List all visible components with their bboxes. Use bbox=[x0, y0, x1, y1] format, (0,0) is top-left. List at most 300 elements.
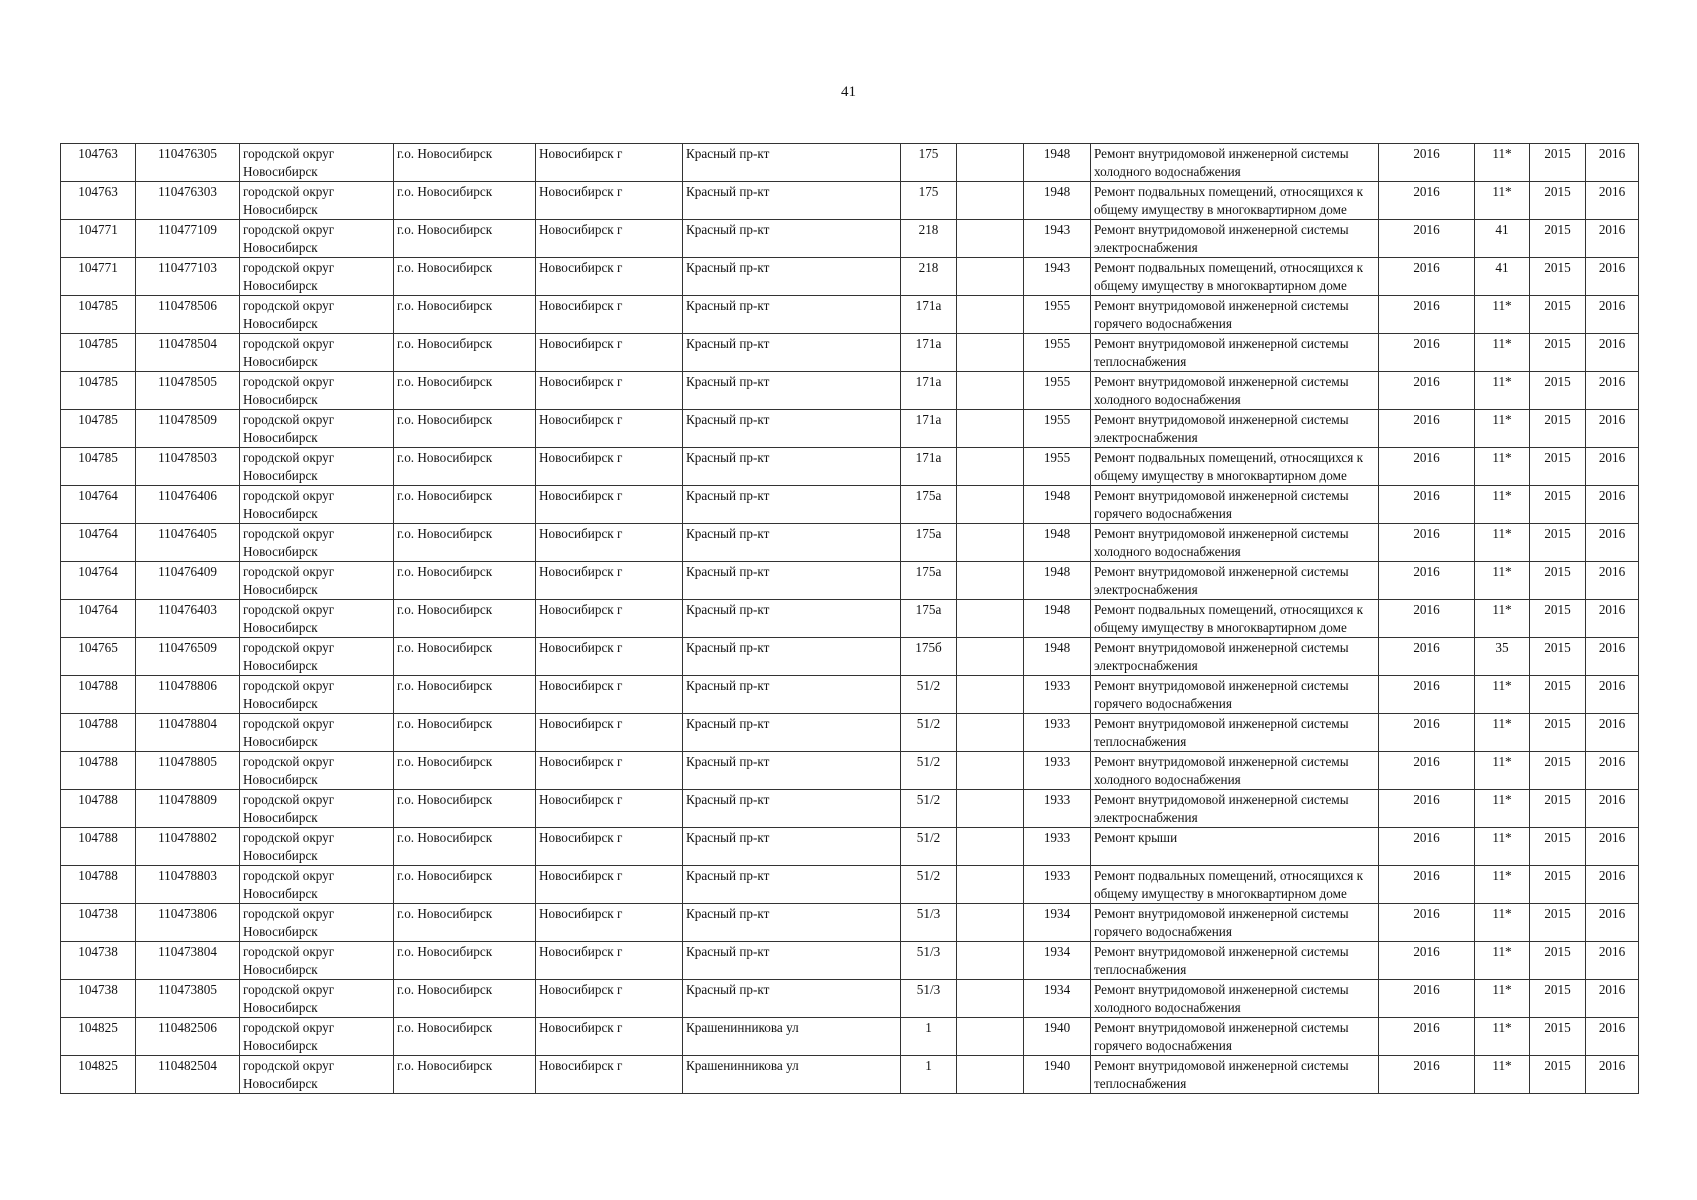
work-type-cell: Ремонт внутридомовой инженерной системы электроснабжения bbox=[1091, 562, 1379, 600]
house-id-cell: 104788 bbox=[61, 828, 136, 866]
municipal-district-cell: городской округ Новосибирск bbox=[240, 410, 394, 448]
settlement-cell: Новосибирск г bbox=[536, 828, 683, 866]
house-id-cell: 104788 bbox=[61, 714, 136, 752]
year-built-cell: 1934 bbox=[1024, 904, 1091, 942]
municipal-district-cell: городской округ Новосибирск bbox=[240, 296, 394, 334]
plan-year-cell: 2016 bbox=[1379, 448, 1475, 486]
municipal-district-cell: городской округ Новосибирск bbox=[240, 448, 394, 486]
end-year-cell: 2016 bbox=[1586, 600, 1639, 638]
municipality-cell: г.о. Новосибирск bbox=[394, 714, 536, 752]
street-cell: Красный пр-кт bbox=[683, 486, 901, 524]
house-id-cell: 104788 bbox=[61, 752, 136, 790]
year-built-cell: 1955 bbox=[1024, 372, 1091, 410]
year-built-cell: 1955 bbox=[1024, 448, 1091, 486]
plan-year-cell: 2016 bbox=[1379, 1056, 1475, 1094]
house-number-cell: 51/3 bbox=[901, 980, 957, 1018]
municipal-district-cell: городской округ Новосибирск bbox=[240, 182, 394, 220]
end-year-cell: 2016 bbox=[1586, 790, 1639, 828]
street-cell: Красный пр-кт bbox=[683, 410, 901, 448]
work-type-cell: Ремонт внутридомовой инженерной системы холодного водоснабжения bbox=[1091, 752, 1379, 790]
table-row bbox=[61, 1056, 1639, 1094]
start-year-cell: 2015 bbox=[1530, 904, 1586, 942]
start-year-cell: 2015 bbox=[1530, 676, 1586, 714]
work-id-cell: 110478504 bbox=[136, 334, 240, 372]
plan-year-cell: 2016 bbox=[1379, 220, 1475, 258]
work-id-cell: 110478503 bbox=[136, 448, 240, 486]
plan-year-cell: 2016 bbox=[1379, 828, 1475, 866]
table-row bbox=[61, 866, 1639, 904]
street-cell: Красный пр-кт bbox=[683, 296, 901, 334]
house-id-cell: 104785 bbox=[61, 296, 136, 334]
work-id-cell: 110476405 bbox=[136, 524, 240, 562]
year-built-cell: 1948 bbox=[1024, 524, 1091, 562]
house-id-cell: 104788 bbox=[61, 866, 136, 904]
house-id-cell: 104764 bbox=[61, 524, 136, 562]
municipality-cell: г.о. Новосибирск bbox=[394, 638, 536, 676]
settlement-cell: Новосибирск г bbox=[536, 600, 683, 638]
work-type-cell: Ремонт подвальных помещений, относящихся к общему имуществу в многоквартирном доме bbox=[1091, 258, 1379, 296]
table-row bbox=[61, 790, 1639, 828]
start-year-cell: 2015 bbox=[1530, 220, 1586, 258]
settlement-cell: Новосибирск г bbox=[536, 562, 683, 600]
house-id-cell: 104825 bbox=[61, 1018, 136, 1056]
municipal-district-cell: городской округ Новосибирск bbox=[240, 980, 394, 1018]
position-cell: 11* bbox=[1475, 410, 1530, 448]
year-built-cell: 1933 bbox=[1024, 676, 1091, 714]
building-cell bbox=[957, 562, 1024, 600]
municipality-cell: г.о. Новосибирск bbox=[394, 448, 536, 486]
municipality-cell: г.о. Новосибирск bbox=[394, 220, 536, 258]
municipality-cell: г.о. Новосибирск bbox=[394, 144, 536, 182]
end-year-cell: 2016 bbox=[1586, 1018, 1639, 1056]
position-cell: 11* bbox=[1475, 866, 1530, 904]
house-number-cell: 175а bbox=[901, 562, 957, 600]
work-type-cell: Ремонт внутридомовой инженерной системы холодного водоснабжения bbox=[1091, 524, 1379, 562]
street-cell: Красный пр-кт bbox=[683, 638, 901, 676]
table-row bbox=[61, 980, 1639, 1018]
municipal-district-cell: городской округ Новосибирск bbox=[240, 600, 394, 638]
position-cell: 41 bbox=[1475, 258, 1530, 296]
start-year-cell: 2015 bbox=[1530, 524, 1586, 562]
building-cell bbox=[957, 980, 1024, 1018]
start-year-cell: 2015 bbox=[1530, 410, 1586, 448]
page-number: 41 bbox=[841, 84, 856, 100]
municipal-district-cell: городской округ Новосибирск bbox=[240, 220, 394, 258]
start-year-cell: 2015 bbox=[1530, 562, 1586, 600]
plan-year-cell: 2016 bbox=[1379, 600, 1475, 638]
work-id-cell: 110478802 bbox=[136, 828, 240, 866]
start-year-cell: 2015 bbox=[1530, 182, 1586, 220]
work-id-cell: 110478806 bbox=[136, 676, 240, 714]
table-row bbox=[61, 828, 1639, 866]
plan-year-cell: 2016 bbox=[1379, 638, 1475, 676]
building-cell bbox=[957, 828, 1024, 866]
settlement-cell: Новосибирск г bbox=[536, 220, 683, 258]
end-year-cell: 2016 bbox=[1586, 904, 1639, 942]
municipality-cell: г.о. Новосибирск bbox=[394, 828, 536, 866]
settlement-cell: Новосибирск г bbox=[536, 714, 683, 752]
municipality-cell: г.о. Новосибирск bbox=[394, 372, 536, 410]
work-type-cell: Ремонт внутридомовой инженерной системы холодного водоснабжения bbox=[1091, 372, 1379, 410]
table-row bbox=[61, 410, 1639, 448]
street-cell: Красный пр-кт bbox=[683, 334, 901, 372]
house-number-cell: 1 bbox=[901, 1018, 957, 1056]
work-type-cell: Ремонт внутридомовой инженерной системы теплоснабжения bbox=[1091, 334, 1379, 372]
house-number-cell: 51/3 bbox=[901, 904, 957, 942]
house-number-cell: 218 bbox=[901, 220, 957, 258]
municipality-cell: г.о. Новосибирск bbox=[394, 942, 536, 980]
building-cell bbox=[957, 372, 1024, 410]
municipality-cell: г.о. Новосибирск bbox=[394, 334, 536, 372]
position-cell: 11* bbox=[1475, 752, 1530, 790]
plan-year-cell: 2016 bbox=[1379, 790, 1475, 828]
position-cell: 11* bbox=[1475, 448, 1530, 486]
street-cell: Красный пр-кт bbox=[683, 828, 901, 866]
street-cell: Красный пр-кт bbox=[683, 220, 901, 258]
plan-year-cell: 2016 bbox=[1379, 372, 1475, 410]
settlement-cell: Новосибирск г bbox=[536, 752, 683, 790]
plan-year-cell: 2016 bbox=[1379, 942, 1475, 980]
building-cell bbox=[957, 486, 1024, 524]
table-row bbox=[61, 296, 1639, 334]
house-number-cell: 51/3 bbox=[901, 942, 957, 980]
municipal-district-cell: городской округ Новосибирск bbox=[240, 638, 394, 676]
work-id-cell: 110473805 bbox=[136, 980, 240, 1018]
position-cell: 11* bbox=[1475, 790, 1530, 828]
end-year-cell: 2016 bbox=[1586, 258, 1639, 296]
year-built-cell: 1940 bbox=[1024, 1056, 1091, 1094]
work-id-cell: 110476509 bbox=[136, 638, 240, 676]
municipal-district-cell: городской округ Новосибирск bbox=[240, 676, 394, 714]
street-cell: Красный пр-кт bbox=[683, 182, 901, 220]
position-cell: 11* bbox=[1475, 828, 1530, 866]
start-year-cell: 2015 bbox=[1530, 448, 1586, 486]
municipal-district-cell: городской округ Новосибирск bbox=[240, 752, 394, 790]
start-year-cell: 2015 bbox=[1530, 752, 1586, 790]
house-id-cell: 104771 bbox=[61, 220, 136, 258]
end-year-cell: 2016 bbox=[1586, 296, 1639, 334]
plan-year-cell: 2016 bbox=[1379, 334, 1475, 372]
municipal-district-cell: городской округ Новосибирск bbox=[240, 372, 394, 410]
end-year-cell: 2016 bbox=[1586, 486, 1639, 524]
work-id-cell: 110478803 bbox=[136, 866, 240, 904]
municipality-cell: г.о. Новосибирск bbox=[394, 904, 536, 942]
house-id-cell: 104785 bbox=[61, 410, 136, 448]
end-year-cell: 2016 bbox=[1586, 448, 1639, 486]
house-number-cell: 175б bbox=[901, 638, 957, 676]
table-row bbox=[61, 448, 1639, 486]
end-year-cell: 2016 bbox=[1586, 182, 1639, 220]
year-built-cell: 1933 bbox=[1024, 752, 1091, 790]
start-year-cell: 2015 bbox=[1530, 334, 1586, 372]
table-row bbox=[61, 334, 1639, 372]
settlement-cell: Новосибирск г bbox=[536, 942, 683, 980]
house-id-cell: 104764 bbox=[61, 562, 136, 600]
settlement-cell: Новосибирск г bbox=[536, 448, 683, 486]
end-year-cell: 2016 bbox=[1586, 828, 1639, 866]
settlement-cell: Новосибирск г bbox=[536, 182, 683, 220]
municipality-cell: г.о. Новосибирск bbox=[394, 600, 536, 638]
work-id-cell: 110478509 bbox=[136, 410, 240, 448]
house-id-cell: 104763 bbox=[61, 144, 136, 182]
plan-year-cell: 2016 bbox=[1379, 714, 1475, 752]
house-number-cell: 175 bbox=[901, 144, 957, 182]
house-id-cell: 104738 bbox=[61, 980, 136, 1018]
table-row bbox=[61, 524, 1639, 562]
work-type-cell: Ремонт внутридомовой инженерной системы горячего водоснабжения bbox=[1091, 296, 1379, 334]
municipality-cell: г.о. Новосибирск bbox=[394, 182, 536, 220]
work-id-cell: 110473804 bbox=[136, 942, 240, 980]
house-id-cell: 104788 bbox=[61, 790, 136, 828]
settlement-cell: Новосибирск г bbox=[536, 1056, 683, 1094]
municipal-district-cell: городской округ Новосибирск bbox=[240, 714, 394, 752]
municipal-district-cell: городской округ Новосибирск bbox=[240, 1056, 394, 1094]
building-cell bbox=[957, 182, 1024, 220]
table-row bbox=[61, 182, 1639, 220]
building-cell bbox=[957, 752, 1024, 790]
work-id-cell: 110476303 bbox=[136, 182, 240, 220]
end-year-cell: 2016 bbox=[1586, 524, 1639, 562]
table-row bbox=[61, 638, 1639, 676]
position-cell: 11* bbox=[1475, 980, 1530, 1018]
work-id-cell: 110482504 bbox=[136, 1056, 240, 1094]
house-number-cell: 51/2 bbox=[901, 676, 957, 714]
house-id-cell: 104764 bbox=[61, 486, 136, 524]
settlement-cell: Новосибирск г bbox=[536, 258, 683, 296]
position-cell: 11* bbox=[1475, 144, 1530, 182]
house-id-cell: 104738 bbox=[61, 904, 136, 942]
work-type-cell: Ремонт внутридомовой инженерной системы электроснабжения bbox=[1091, 410, 1379, 448]
municipality-cell: г.о. Новосибирск bbox=[394, 752, 536, 790]
building-cell bbox=[957, 258, 1024, 296]
end-year-cell: 2016 bbox=[1586, 410, 1639, 448]
year-built-cell: 1955 bbox=[1024, 334, 1091, 372]
house-id-cell: 104785 bbox=[61, 334, 136, 372]
year-built-cell: 1933 bbox=[1024, 828, 1091, 866]
work-type-cell: Ремонт внутридомовой инженерной системы электроснабжения bbox=[1091, 220, 1379, 258]
year-built-cell: 1933 bbox=[1024, 866, 1091, 904]
house-number-cell: 51/2 bbox=[901, 790, 957, 828]
municipality-cell: г.о. Новосибирск bbox=[394, 562, 536, 600]
municipality-cell: г.о. Новосибирск bbox=[394, 258, 536, 296]
position-cell: 35 bbox=[1475, 638, 1530, 676]
house-number-cell: 218 bbox=[901, 258, 957, 296]
table-row bbox=[61, 714, 1639, 752]
building-cell bbox=[957, 904, 1024, 942]
position-cell: 11* bbox=[1475, 486, 1530, 524]
building-cell bbox=[957, 144, 1024, 182]
building-cell bbox=[957, 410, 1024, 448]
work-id-cell: 110482506 bbox=[136, 1018, 240, 1056]
position-cell: 11* bbox=[1475, 1056, 1530, 1094]
plan-year-cell: 2016 bbox=[1379, 182, 1475, 220]
municipality-cell: г.о. Новосибирск bbox=[394, 980, 536, 1018]
start-year-cell: 2015 bbox=[1530, 980, 1586, 1018]
work-id-cell: 110476406 bbox=[136, 486, 240, 524]
start-year-cell: 2015 bbox=[1530, 1056, 1586, 1094]
work-type-cell: Ремонт внутридомовой инженерной системы горячего водоснабжения bbox=[1091, 486, 1379, 524]
start-year-cell: 2015 bbox=[1530, 942, 1586, 980]
municipal-district-cell: городской округ Новосибирск bbox=[240, 1018, 394, 1056]
end-year-cell: 2016 bbox=[1586, 372, 1639, 410]
work-id-cell: 110473806 bbox=[136, 904, 240, 942]
position-cell: 11* bbox=[1475, 600, 1530, 638]
street-cell: Красный пр-кт bbox=[683, 980, 901, 1018]
work-id-cell: 110476305 bbox=[136, 144, 240, 182]
work-type-cell: Ремонт внутридомовой инженерной системы горячего водоснабжения bbox=[1091, 1018, 1379, 1056]
house-number-cell: 171а bbox=[901, 372, 957, 410]
house-id-cell: 104825 bbox=[61, 1056, 136, 1094]
position-cell: 11* bbox=[1475, 182, 1530, 220]
street-cell: Красный пр-кт bbox=[683, 144, 901, 182]
year-built-cell: 1948 bbox=[1024, 182, 1091, 220]
table-row bbox=[61, 220, 1639, 258]
table-row bbox=[61, 904, 1639, 942]
house-number-cell: 171а bbox=[901, 410, 957, 448]
street-cell: Красный пр-кт bbox=[683, 676, 901, 714]
position-cell: 11* bbox=[1475, 1018, 1530, 1056]
year-built-cell: 1955 bbox=[1024, 296, 1091, 334]
work-type-cell: Ремонт внутридомовой инженерной системы горячего водоснабжения bbox=[1091, 676, 1379, 714]
work-id-cell: 110476403 bbox=[136, 600, 240, 638]
street-cell: Красный пр-кт bbox=[683, 714, 901, 752]
house-number-cell: 175а bbox=[901, 600, 957, 638]
start-year-cell: 2015 bbox=[1530, 372, 1586, 410]
plan-year-cell: 2016 bbox=[1379, 676, 1475, 714]
table-body bbox=[61, 144, 1639, 1094]
street-cell: Крашенинникова ул bbox=[683, 1056, 901, 1094]
end-year-cell: 2016 bbox=[1586, 866, 1639, 904]
table-row bbox=[61, 144, 1639, 182]
building-cell bbox=[957, 334, 1024, 372]
plan-year-cell: 2016 bbox=[1379, 258, 1475, 296]
house-id-cell: 104763 bbox=[61, 182, 136, 220]
plan-year-cell: 2016 bbox=[1379, 296, 1475, 334]
work-id-cell: 110476409 bbox=[136, 562, 240, 600]
building-cell bbox=[957, 220, 1024, 258]
street-cell: Красный пр-кт bbox=[683, 866, 901, 904]
street-cell: Красный пр-кт bbox=[683, 904, 901, 942]
house-id-cell: 104785 bbox=[61, 448, 136, 486]
street-cell: Красный пр-кт bbox=[683, 790, 901, 828]
position-cell: 11* bbox=[1475, 714, 1530, 752]
settlement-cell: Новосибирск г bbox=[536, 790, 683, 828]
municipality-cell: г.о. Новосибирск bbox=[394, 410, 536, 448]
building-cell bbox=[957, 942, 1024, 980]
end-year-cell: 2016 bbox=[1586, 942, 1639, 980]
building-cell bbox=[957, 296, 1024, 334]
work-type-cell: Ремонт внутридомовой инженерной системы теплоснабжения bbox=[1091, 714, 1379, 752]
end-year-cell: 2016 bbox=[1586, 562, 1639, 600]
work-type-cell: Ремонт внутридомовой инженерной системы электроснабжения bbox=[1091, 790, 1379, 828]
municipal-district-cell: городской округ Новосибирск bbox=[240, 790, 394, 828]
municipal-district-cell: городской округ Новосибирск bbox=[240, 828, 394, 866]
settlement-cell: Новосибирск г bbox=[536, 486, 683, 524]
work-id-cell: 110477103 bbox=[136, 258, 240, 296]
plan-year-cell: 2016 bbox=[1379, 524, 1475, 562]
end-year-cell: 2016 bbox=[1586, 1056, 1639, 1094]
building-cell bbox=[957, 676, 1024, 714]
table-row bbox=[61, 676, 1639, 714]
start-year-cell: 2015 bbox=[1530, 258, 1586, 296]
house-number-cell: 51/2 bbox=[901, 828, 957, 866]
position-cell: 11* bbox=[1475, 296, 1530, 334]
start-year-cell: 2015 bbox=[1530, 790, 1586, 828]
plan-year-cell: 2016 bbox=[1379, 866, 1475, 904]
table-row bbox=[61, 486, 1639, 524]
position-cell: 41 bbox=[1475, 220, 1530, 258]
municipality-cell: г.о. Новосибирск bbox=[394, 676, 536, 714]
work-id-cell: 110478506 bbox=[136, 296, 240, 334]
plan-year-cell: 2016 bbox=[1379, 144, 1475, 182]
work-type-cell: Ремонт внутридомовой инженерной системы электроснабжения bbox=[1091, 638, 1379, 676]
work-type-cell: Ремонт внутридомовой инженерной системы холодного водоснабжения bbox=[1091, 980, 1379, 1018]
settlement-cell: Новосибирск г bbox=[536, 638, 683, 676]
house-number-cell: 175 bbox=[901, 182, 957, 220]
house-number-cell: 171а bbox=[901, 448, 957, 486]
year-built-cell: 1934 bbox=[1024, 980, 1091, 1018]
end-year-cell: 2016 bbox=[1586, 144, 1639, 182]
street-cell: Красный пр-кт bbox=[683, 562, 901, 600]
municipality-cell: г.о. Новосибирск bbox=[394, 866, 536, 904]
work-id-cell: 110478804 bbox=[136, 714, 240, 752]
start-year-cell: 2015 bbox=[1530, 866, 1586, 904]
work-id-cell: 110478809 bbox=[136, 790, 240, 828]
street-cell: Красный пр-кт bbox=[683, 258, 901, 296]
municipality-cell: г.о. Новосибирск bbox=[394, 486, 536, 524]
end-year-cell: 2016 bbox=[1586, 334, 1639, 372]
table-row bbox=[61, 258, 1639, 296]
work-type-cell: Ремонт внутридомовой инженерной системы холодного водоснабжения bbox=[1091, 144, 1379, 182]
building-cell bbox=[957, 714, 1024, 752]
municipality-cell: г.о. Новосибирск bbox=[394, 1018, 536, 1056]
street-cell: Крашенинникова ул bbox=[683, 1018, 901, 1056]
work-type-cell: Ремонт подвальных помещений, относящихся к общему имуществу в многоквартирном доме bbox=[1091, 182, 1379, 220]
building-cell bbox=[957, 600, 1024, 638]
work-type-cell: Ремонт внутридомовой инженерной системы горячего водоснабжения bbox=[1091, 904, 1379, 942]
work-id-cell: 110478805 bbox=[136, 752, 240, 790]
building-cell bbox=[957, 524, 1024, 562]
year-built-cell: 1948 bbox=[1024, 638, 1091, 676]
street-cell: Красный пр-кт bbox=[683, 372, 901, 410]
position-cell: 11* bbox=[1475, 372, 1530, 410]
start-year-cell: 2015 bbox=[1530, 828, 1586, 866]
municipal-district-cell: городской округ Новосибирск bbox=[240, 486, 394, 524]
house-id-cell: 104785 bbox=[61, 372, 136, 410]
settlement-cell: Новосибирск г bbox=[536, 372, 683, 410]
house-number-cell: 51/2 bbox=[901, 714, 957, 752]
plan-year-cell: 2016 bbox=[1379, 1018, 1475, 1056]
municipal-district-cell: городской округ Новосибирск bbox=[240, 524, 394, 562]
start-year-cell: 2015 bbox=[1530, 600, 1586, 638]
settlement-cell: Новосибирск г bbox=[536, 676, 683, 714]
year-built-cell: 1943 bbox=[1024, 258, 1091, 296]
settlement-cell: Новосибирск г bbox=[536, 904, 683, 942]
position-cell: 11* bbox=[1475, 562, 1530, 600]
settlement-cell: Новосибирск г bbox=[536, 1018, 683, 1056]
house-id-cell: 104765 bbox=[61, 638, 136, 676]
year-built-cell: 1955 bbox=[1024, 410, 1091, 448]
municipal-district-cell: городской округ Новосибирск bbox=[240, 562, 394, 600]
municipality-cell: г.о. Новосибирск bbox=[394, 790, 536, 828]
work-type-cell: Ремонт подвальных помещений, относящихся к общему имуществу в многоквартирном доме bbox=[1091, 866, 1379, 904]
settlement-cell: Новосибирск г bbox=[536, 524, 683, 562]
building-cell bbox=[957, 1056, 1024, 1094]
building-cell bbox=[957, 866, 1024, 904]
plan-year-cell: 2016 bbox=[1379, 904, 1475, 942]
work-id-cell: 110477109 bbox=[136, 220, 240, 258]
settlement-cell: Новосибирск г bbox=[536, 866, 683, 904]
